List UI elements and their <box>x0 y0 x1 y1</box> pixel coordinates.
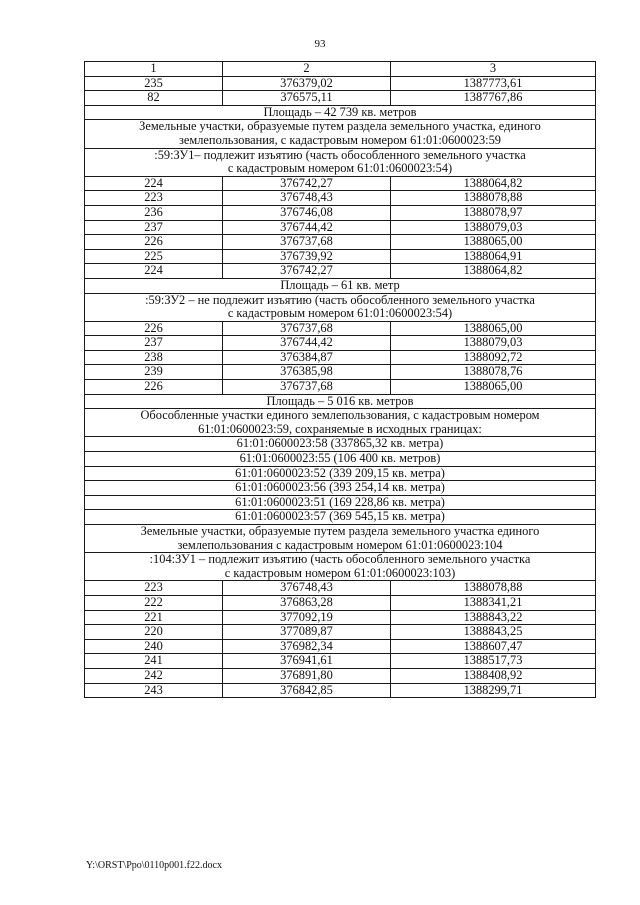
y-coordinate-cell: 1388064,82 <box>391 264 596 279</box>
table-row <box>85 336 596 351</box>
point-number-cell: 222 <box>85 595 223 610</box>
table-row <box>85 191 596 206</box>
coordinates-table <box>84 61 596 698</box>
section-caption-line: 61:01:0600023:59, сохраняемые в исходных границах: <box>198 421 482 436</box>
y-coordinate-cell: 1387767,86 <box>391 91 596 106</box>
section-caption-line: 61:01:0600023:51 (169 228,86 кв. метра) <box>235 495 445 509</box>
point-number-cell: 224 <box>85 176 223 191</box>
section-caption-cell <box>85 495 596 510</box>
table-section-row <box>85 278 596 293</box>
section-caption-line: 61:01:0600023:56 (393 254,14 кв. метра) <box>235 480 445 495</box>
table-section-row <box>85 409 596 437</box>
table-row <box>85 365 596 380</box>
point-number-cell: 239 <box>85 365 223 380</box>
section-caption-line: 61:01:0600023:55 (106 400 кв. метров) <box>239 451 441 466</box>
column-header-x: 2 <box>223 62 391 77</box>
table-row <box>85 654 596 669</box>
page-number: 93 <box>314 38 326 50</box>
point-number-cell: 226 <box>85 321 223 336</box>
point-number-cell: 241 <box>85 654 223 669</box>
table-section-row <box>85 481 596 496</box>
table-row <box>85 91 596 106</box>
section-caption-cell <box>85 278 596 293</box>
x-coordinate-cell: 376748,43 <box>223 191 391 206</box>
table-section-row <box>85 437 596 452</box>
table-section-row <box>85 510 596 525</box>
x-coordinate-cell: 376748,43 <box>223 581 391 596</box>
table-section-row <box>85 495 596 510</box>
coordinates-table-body <box>85 62 596 698</box>
y-coordinate-cell: 1388341,21 <box>391 595 596 610</box>
table-row <box>85 380 596 395</box>
section-caption-cell <box>85 553 596 581</box>
section-caption-line: Обособленные участки единого землепользования, с кадастровым номером <box>140 408 540 423</box>
y-coordinate-cell: 1388607,47 <box>391 639 596 654</box>
section-caption-cell <box>85 105 596 120</box>
x-coordinate-cell: 376742,27 <box>223 176 391 191</box>
section-caption-line: землепользования, с кадастровым номером 61:01:0600023:59 <box>179 132 501 147</box>
x-coordinate-cell: 376385,98 <box>223 365 391 380</box>
table-row <box>85 249 596 264</box>
y-coordinate-cell: 1388408,92 <box>391 668 596 683</box>
table-row <box>85 668 596 683</box>
point-number-cell: 225 <box>85 249 223 264</box>
y-coordinate-cell: 1388843,25 <box>391 625 596 640</box>
point-number-cell: 237 <box>85 336 223 351</box>
section-caption-line: Площадь – 5 016 кв. метров <box>266 394 414 408</box>
y-coordinate-cell: 1388078,88 <box>391 581 596 596</box>
table-row <box>85 595 596 610</box>
y-coordinate-cell: 1388843,22 <box>391 610 596 625</box>
section-caption-line: землепользования с кадастровым номером 61:01:0600023:104 <box>177 537 503 552</box>
section-caption-line: Земельные участки, образуемые путем раздела земельного участка единого <box>140 524 540 538</box>
section-caption-line: 61:01:0600023:58 (337865,32 кв. метра) <box>236 436 444 451</box>
x-coordinate-cell: 376941,61 <box>223 654 391 669</box>
table-section-row <box>85 466 596 481</box>
y-coordinate-cell: 1388092,72 <box>391 350 596 365</box>
point-number-cell: 223 <box>85 191 223 206</box>
section-caption-line: Площадь – 42 739 кв. метров <box>263 105 417 119</box>
x-coordinate-cell: 376863,28 <box>223 595 391 610</box>
point-number-cell: 224 <box>85 264 223 279</box>
section-caption-cell <box>85 120 596 148</box>
point-number-cell: 243 <box>85 683 223 698</box>
table-section-row <box>85 553 596 581</box>
section-caption-cell <box>85 525 596 553</box>
section-caption-cell <box>85 481 596 496</box>
table-section-row <box>85 394 596 409</box>
point-number-cell: 226 <box>85 380 223 395</box>
x-coordinate-cell: 376575,11 <box>223 91 391 106</box>
table-row <box>85 350 596 365</box>
section-caption-line: 61:01:0600023:52 (339 209,15 кв. метра) <box>235 466 445 480</box>
x-coordinate-cell: 376737,68 <box>223 380 391 395</box>
section-caption-cell <box>85 148 596 176</box>
x-coordinate-cell: 376746,08 <box>223 205 391 220</box>
y-coordinate-cell: 1387773,61 <box>391 76 596 91</box>
x-coordinate-cell: 377092,19 <box>223 610 391 625</box>
x-coordinate-cell: 376739,92 <box>223 249 391 264</box>
table-row <box>85 264 596 279</box>
x-coordinate-cell: 376891,80 <box>223 668 391 683</box>
column-header-point: 1 <box>85 62 223 77</box>
section-caption-line: Земельные участки, образуемые путем раздела земельного участка, единого <box>139 119 541 134</box>
point-number-cell: 237 <box>85 220 223 235</box>
x-coordinate-cell: 377089,87 <box>223 625 391 640</box>
table-row <box>85 625 596 640</box>
x-coordinate-cell: 376982,34 <box>223 639 391 654</box>
table-section-row <box>85 120 596 148</box>
section-caption-line: :59:ЗУ2 – не подлежит изъятию (часть обособленного земельного участка <box>145 293 535 307</box>
y-coordinate-cell: 1388299,71 <box>391 683 596 698</box>
x-coordinate-cell: 376737,68 <box>223 235 391 250</box>
point-number-cell: 235 <box>85 76 223 91</box>
y-coordinate-cell: 1388064,91 <box>391 249 596 264</box>
table-row <box>85 581 596 596</box>
y-coordinate-cell: 1388064,82 <box>391 176 596 191</box>
y-coordinate-cell: 1388078,97 <box>391 205 596 220</box>
section-caption-line: с кадастровым номером 61:01:0600023:103) <box>224 565 456 580</box>
y-coordinate-cell: 1388517,73 <box>391 654 596 669</box>
table-row <box>85 220 596 235</box>
point-number-cell: 240 <box>85 639 223 654</box>
section-caption-cell <box>85 394 596 409</box>
x-coordinate-cell: 376737,68 <box>223 321 391 336</box>
document-file-path: Y:\ORST\Ppo\0110p001.f22.docx <box>86 860 222 871</box>
section-caption-line: 61:01:0600023:57 (369 545,15 кв. метра) <box>235 509 445 524</box>
point-number-cell: 220 <box>85 625 223 640</box>
section-caption-line: с кадастровым номером 61:01:0600023:54) <box>227 306 453 321</box>
section-caption-cell <box>85 510 596 525</box>
table-row <box>85 176 596 191</box>
table-section-row <box>85 525 596 553</box>
section-caption-line: :104:ЗУ1 – подлежит изъятию (часть обособленного земельного участка <box>149 552 531 567</box>
table-row <box>85 639 596 654</box>
table-row <box>85 76 596 91</box>
table-row <box>85 235 596 250</box>
x-coordinate-cell: 376742,27 <box>223 264 391 279</box>
column-header-y: 3 <box>391 62 596 77</box>
x-coordinate-cell: 376379,02 <box>223 76 391 91</box>
y-coordinate-cell: 1388065,00 <box>391 235 596 250</box>
table-section-row <box>85 452 596 467</box>
table-row <box>85 205 596 220</box>
table-row <box>85 610 596 625</box>
y-coordinate-cell: 1388065,00 <box>391 380 596 395</box>
x-coordinate-cell: 376384,87 <box>223 350 391 365</box>
point-number-cell: 221 <box>85 610 223 625</box>
x-coordinate-cell: 376744,42 <box>223 220 391 235</box>
section-caption-cell <box>85 466 596 481</box>
x-coordinate-cell: 376842,85 <box>223 683 391 698</box>
section-caption-cell <box>85 293 596 321</box>
y-coordinate-cell: 1388065,00 <box>391 321 596 336</box>
point-number-cell: 242 <box>85 668 223 683</box>
point-number-cell: 236 <box>85 205 223 220</box>
y-coordinate-cell: 1388078,88 <box>391 191 596 206</box>
section-caption-cell <box>85 452 596 467</box>
section-caption-line: с кадастровым номером 61:01:0600023:54) <box>227 161 453 176</box>
point-number-cell: 82 <box>85 91 223 106</box>
table-row <box>85 683 596 698</box>
section-caption-cell <box>85 409 596 437</box>
point-number-cell: 226 <box>85 235 223 250</box>
y-coordinate-cell: 1388079,03 <box>391 336 596 351</box>
section-caption-line: :59:ЗУ1– подлежит изъятию (часть обособленного земельного участка <box>154 148 526 162</box>
point-number-cell: 223 <box>85 581 223 596</box>
table-row <box>85 321 596 336</box>
section-caption-line: Площадь – 61 кв. метр <box>280 278 400 292</box>
table-section-row <box>85 105 596 120</box>
x-coordinate-cell: 376744,42 <box>223 336 391 351</box>
point-number-cell: 238 <box>85 350 223 365</box>
table-header-row <box>85 62 596 77</box>
table-section-row <box>85 293 596 321</box>
y-coordinate-cell: 1388079,03 <box>391 220 596 235</box>
table-section-row <box>85 148 596 176</box>
section-caption-cell <box>85 437 596 452</box>
y-coordinate-cell: 1388078,76 <box>391 365 596 380</box>
